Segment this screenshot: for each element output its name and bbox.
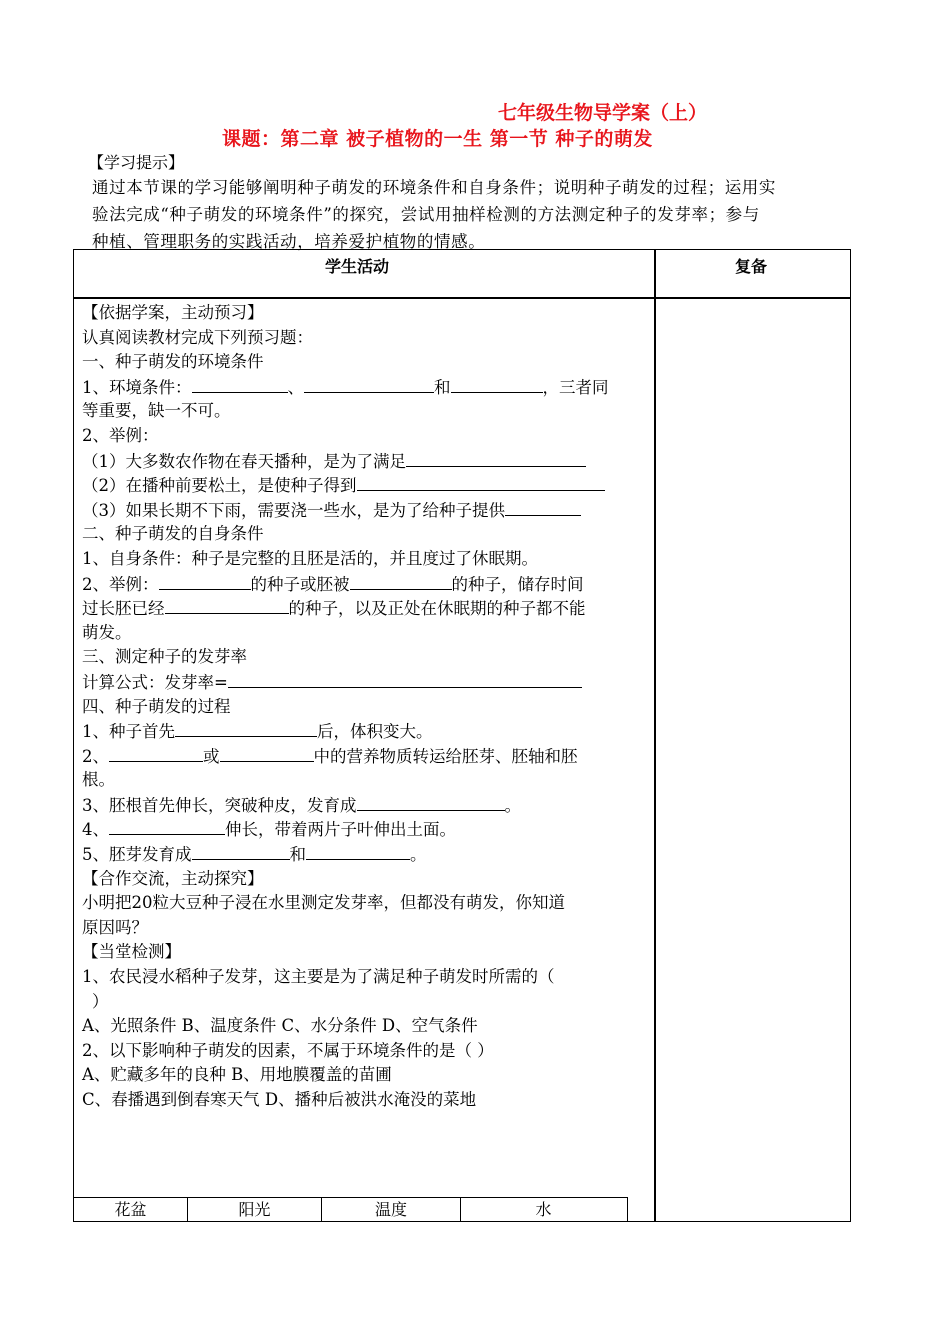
answer-blank[interactable] <box>357 793 505 811</box>
tips-text <box>92 174 864 255</box>
table-header-cell: 阳光 <box>188 1198 322 1222</box>
answer-blank[interactable] <box>505 498 581 516</box>
column-header-student-activity: 学生活动 <box>325 257 390 276</box>
section-heading: 【依据学案，主动预习】 <box>82 303 264 322</box>
question-line: 2、举例： 的种子或胚被 的种子，储存时间 <box>82 572 652 597</box>
section-heading: 一、种子萌发的环境条件 <box>82 352 264 372</box>
question-line: 5、胚芽发育成 和 。 <box>82 842 652 867</box>
question-line: 萌发。 <box>82 622 132 642</box>
answer-blank[interactable] <box>451 375 543 393</box>
table-header-cell: 水 <box>535 1200 552 1219</box>
answer-blank[interactable] <box>306 842 410 860</box>
table-header-cell: 温度 <box>322 1198 461 1222</box>
question-line: ） <box>92 991 109 1011</box>
question-line: （2）在播种前要松土，是使种子得到 <box>82 473 652 498</box>
answer-options: C、春播遇到倒春寒天气 D、播种后被洪水淹没的菜地 <box>82 1090 477 1109</box>
section-heading: 二、种子萌发的自身条件 <box>82 524 264 544</box>
document-title: 七年级生物导学案（上） <box>498 102 708 124</box>
column-header-review: 复备 <box>735 257 768 276</box>
question-line: 计算公式：发芽率= <box>82 670 652 695</box>
section-heading: 【当堂检测】 <box>82 942 181 962</box>
section-heading: 三、测定种子的发芽率 <box>82 647 247 667</box>
table-column-divider <box>654 249 656 1222</box>
lesson-subtitle: 课题：第二章 被子植物的一生 第一节 种子的萌发 <box>222 128 653 150</box>
answer-blank[interactable] <box>159 572 251 590</box>
answer-blank[interactable] <box>165 596 289 614</box>
instruction-line: 认真阅读教材完成下列预习题： <box>82 327 313 347</box>
tips-line: 通过本节课的学习能够阐明种子萌发的环境条件和自身条件；说明种子萌发的过程；运用实 <box>92 178 776 197</box>
answer-blank[interactable] <box>304 375 434 393</box>
answer-blank[interactable] <box>175 719 317 737</box>
question-line: 过长胚已经 的种子，以及正处在休眠期的种子都不能 <box>82 596 652 621</box>
answer-blank[interactable] <box>357 473 605 491</box>
question-line: 1、自身条件：种子是完整的且胚是活的，并且度过了休眠期。 <box>82 548 538 568</box>
question-line: 1、农民浸水稻种子发芽，这主要是为了满足种子萌发时所需的（ <box>82 967 555 987</box>
activity-content <box>82 301 652 1113</box>
section-heading: 【合作交流，主动探究】 <box>82 868 264 888</box>
experiment-table-header-row <box>73 1197 628 1222</box>
answer-blank[interactable] <box>192 842 290 860</box>
question-line: 2、举例： <box>82 425 159 445</box>
answer-blank[interactable] <box>192 375 288 393</box>
question-line: 4、 伸长，带着两片子叶伸出土面。 <box>82 817 652 842</box>
answer-blank[interactable] <box>406 449 586 467</box>
table-header-cell: 花盆 <box>74 1198 188 1222</box>
answer-blank[interactable] <box>109 744 203 762</box>
question-line: 2、 或 中的营养物质转运给胚芽、胚轴和胚 <box>82 744 652 769</box>
question-line: 1、环境条件： 、 和 ，三者同 <box>82 375 652 400</box>
question-line: 3、胚根首先伸长，突破种皮，发育成 。 <box>82 793 652 818</box>
answer-options: A、贮藏多年的良种 B、用地膜覆盖的苗圃 <box>82 1065 392 1085</box>
tips-line: 种植、管理职务的实践活动，培养爱护植物的情感。 <box>92 232 486 251</box>
question-line: （1）大多数农作物在春天播种，是为了满足 <box>82 449 652 474</box>
tips-heading: 【学习提示】 <box>88 153 185 172</box>
question-line: 原因吗？ <box>82 917 148 937</box>
answer-blank[interactable] <box>220 744 314 762</box>
question-line: 1、种子首先 后，体积变大。 <box>82 719 652 744</box>
answer-blank[interactable] <box>228 670 582 688</box>
question-line: 根。 <box>82 770 115 790</box>
answer-blank[interactable] <box>109 817 225 835</box>
tips-line: 验法完成“种子萌发的环境条件”的探究，尝试用抽样检测的方法测定种子的发芽率；参与 <box>92 205 760 224</box>
section-heading: 四、种子萌发的过程 <box>82 696 231 716</box>
answer-options: A、光照条件 B、温度条件 C、水分条件 D、空气条件 <box>82 1016 478 1036</box>
question-line: 等重要，缺一不可。 <box>82 401 231 421</box>
table-header-divider <box>73 297 851 299</box>
question-line: 小明把20粒大豆种子浸在水里测定发芽率，但都没有萌发，你知道 <box>82 893 565 913</box>
question-line: 2、以下影响种子萌发的因素，不属于环境条件的是（ ） <box>82 1040 494 1060</box>
question-line: （3）如果长期不下雨，需要浇一些水，是为了给种子提供 <box>82 498 652 523</box>
answer-blank[interactable] <box>350 572 452 590</box>
